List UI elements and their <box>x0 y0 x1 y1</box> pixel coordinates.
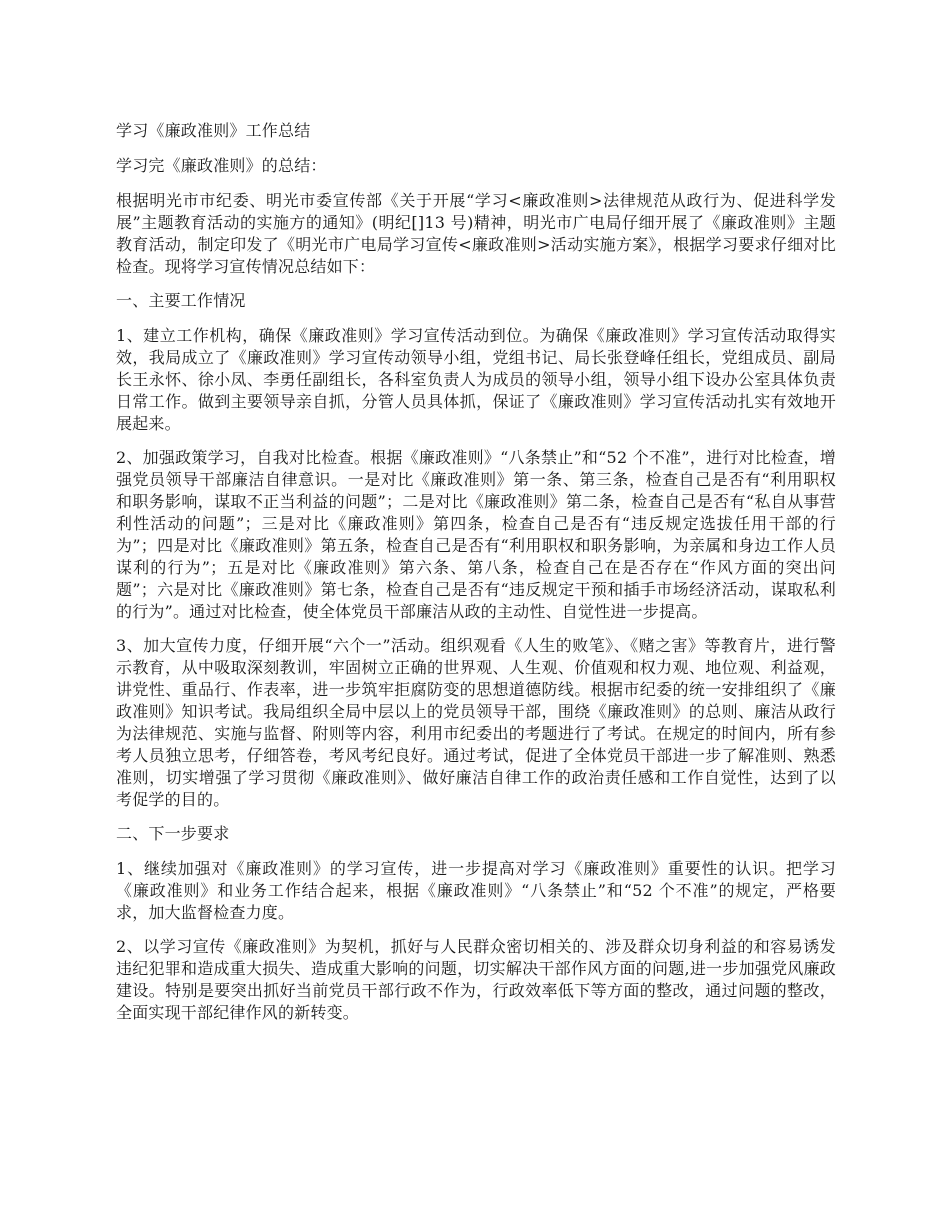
section1-item-2: 2、加强政策学习，自我对比检查。根据《廉政准则》“八条禁止”和“52 个不准”，进行对比检查，增强党员领导干部廉洁自律意识。一是对比《廉政准则》第一条、第三条，检查自己是否有“利用职权和职务影响，谋取不正当利益的问题”；二是对比《廉政准则》第二条，检查自己是否有“私自从事营利性活动的问题”；三是对比《廉政准则》第四条，检查自己是否有“违反规定选拔任用干部的行为”；四是对比《廉政准则》第五条，检查自己是否有“利用职权和职务影响，为亲属和身边工作人员谋利的行为”；五是对比《廉政准则》第六条、第八条，检查自己在是否存在“作风方面的突出问题”；六是对比《廉政准则》第七条，检查自己是否有“违反规定干预和插手市场经济活动，谋取私利的行为”。通过对比检查，使全体党员干部廉洁从政的主动性、自觉性进一步提高。 <box>116 448 836 621</box>
section-heading-main-work: 一、主要工作情况 <box>116 291 246 310</box>
section1-item-1: 1、建立工作机构，确保《廉政准则》学习宣传活动到位。为确保《廉政准则》学习宣传活动取得实效，我局成立了《廉政准则》学习宣传动领导小组，党组书记、局长张登峰任组长，党组成员、副局长王永怀、徐小凤、李勇任副组长，各科室负责人为成员的领导小组，领导小组下设办公室具体负责日常工作。做到主要领导亲自抓，分管人员具体抓，保证了《廉政准则》学习宣传活动扎实有效地开展起来。 <box>116 326 836 433</box>
section2-item-2: 2、以学习宣传《廉政准则》为契机，抓好与人民群众密切相关的、涉及群众切身利益的和容易诱发违纪犯罪和造成重大损失、造成重大影响的问题，切实解决干部作风方面的问题,进一步加强党风廉政建设。特别是要突出抓好当前党员干部行政不作为，行政效率低下等方面的整改，通过问题的整改，全面实现干部纪律作风的新转变。 <box>116 937 836 1022</box>
document-page <box>116 120 836 1036</box>
section-heading-next-steps: 二、下一步要求 <box>116 824 230 843</box>
section2-item-1: 1、继续加强对《廉政准则》的学习宣传，进一步提高对学习《廉政准则》重要性的认识。把学习《廉政准则》和业务工作结合起来，根据《廉政准则》“八条禁止”和“52 个不准”的规定，严格要求，加大监督检查力度。 <box>116 859 836 922</box>
document-title: 学习《廉政准则》工作总结 <box>116 121 311 140</box>
intro-paragraph: 根据明光市市纪委、明光市委宣传部《关于开展“学习<廉政准则>法律规范从政行为、促进科学发展”主题教育活动的实施方的通知》(明纪[]13 号)精神，明光市广电局仔细开展了《廉政准则》主题教育活动，制定印发了《明光市广电局学习宣传<廉政准则>活动实施方案》，根据学习要求仔细对比检查。现将学习宣传情况总结如下： <box>116 191 836 276</box>
section1-item-3: 3、加大宣传力度，仔细开展“六个一”活动。组织观看《人生的败笔》、《赌之害》等教育片，进行警示教育，从中吸取深刻教训，牢固树立正确的世界观、人生观、价值观和权力观、地位观、利益观，讲党性、重品行、作表率，进一步筑牢拒腐防变的思想道德防线。根据市纪委的统一安排组织了《廉政准则》知识考试。我局组织全局中层以上的党员领导干部，围绕《廉政准则》的总则、廉洁从政行为法律规范、实施与监督、附则等内容，利用市纪委出的考题进行了考试。在规定的时间内，所有参考人员独立思考，仔细答卷，考风考纪良好。通过考试，促进了全体党员干部进一步了解准则、熟悉准则，切实增强了学习贯彻《廉政准则》、做好廉洁自律工作的政治责任感和工作自觉性，达到了以考促学的目的。 <box>116 636 836 809</box>
intro-label: 学习完《廉政准则》的总结： <box>116 156 327 175</box>
